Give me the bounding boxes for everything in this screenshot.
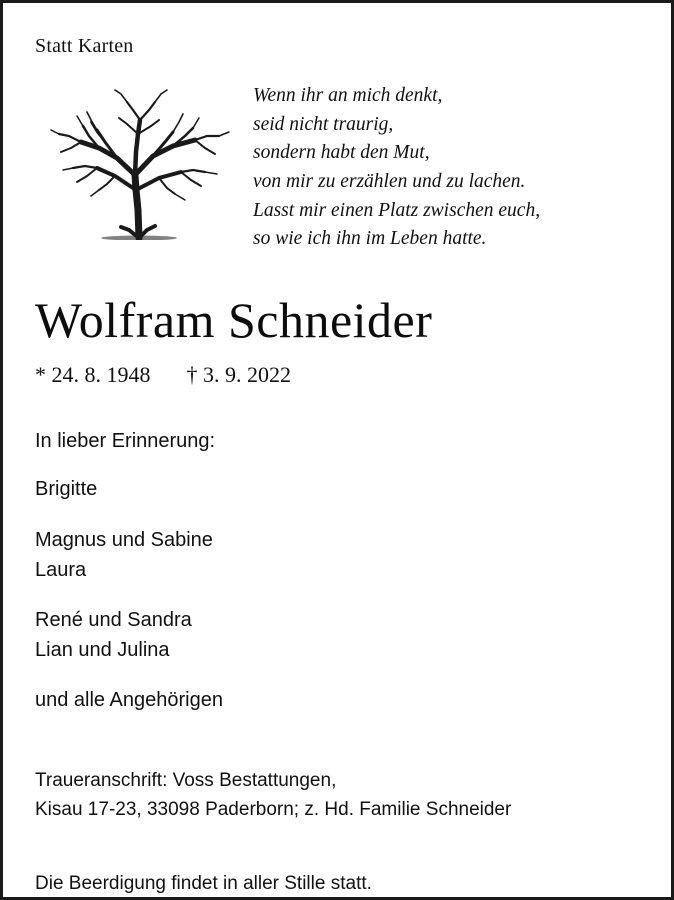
mourner-line: Laura [35, 558, 87, 581]
verse-line: sondern habt den Mut, [253, 142, 430, 164]
birth-date: * 24. 8. 1948 [35, 362, 151, 388]
verse-line: so wie ich ihn im Leben hatte. [253, 228, 487, 250]
death-date: † 3. 9. 2022 [186, 362, 291, 388]
mourner-group [35, 526, 641, 585]
mourner-line: Magnus und Sabine [35, 529, 213, 552]
mourner-line: René und Sandra [35, 609, 192, 632]
verse-line: seid nicht traurig, [253, 113, 394, 135]
mourner-line: Brigitte [35, 478, 98, 501]
burial-note: Die Beerdigung findet in aller Stille statt. [35, 872, 372, 894]
memory-intro: In lieber Erinnerung: [35, 430, 216, 453]
funeral-address [35, 766, 641, 825]
mourner-line: und alle Angehörigen [35, 689, 223, 712]
verse-line: Lasst mir einen Platz zwischen euch, [253, 199, 541, 221]
life-dates [35, 362, 641, 388]
address-line: Kisau 17-23, 33098 Paderborn; z. Hd. Familie Schneider [35, 799, 512, 821]
mourner-list [35, 475, 641, 716]
bare-tree-icon [39, 80, 239, 240]
verse-section [33, 74, 641, 254]
verse-line: Wenn ihr an mich denkt, [253, 85, 443, 106]
deceased-name: Wolfram Schneider [35, 291, 433, 348]
address-line: Traueranschrift: Voss Bestattungen, [35, 770, 337, 791]
mourner-group [35, 475, 641, 505]
mourner-line: Lian und Julina [35, 638, 170, 661]
mourner-group [35, 606, 641, 665]
tree-illustration [33, 74, 253, 240]
mourner-group [35, 686, 641, 716]
verse-line: von mir zu erzählen und zu lachen. [253, 170, 526, 192]
statt-karten-note: Statt Karten [35, 35, 134, 57]
memorial-verse [253, 74, 641, 254]
